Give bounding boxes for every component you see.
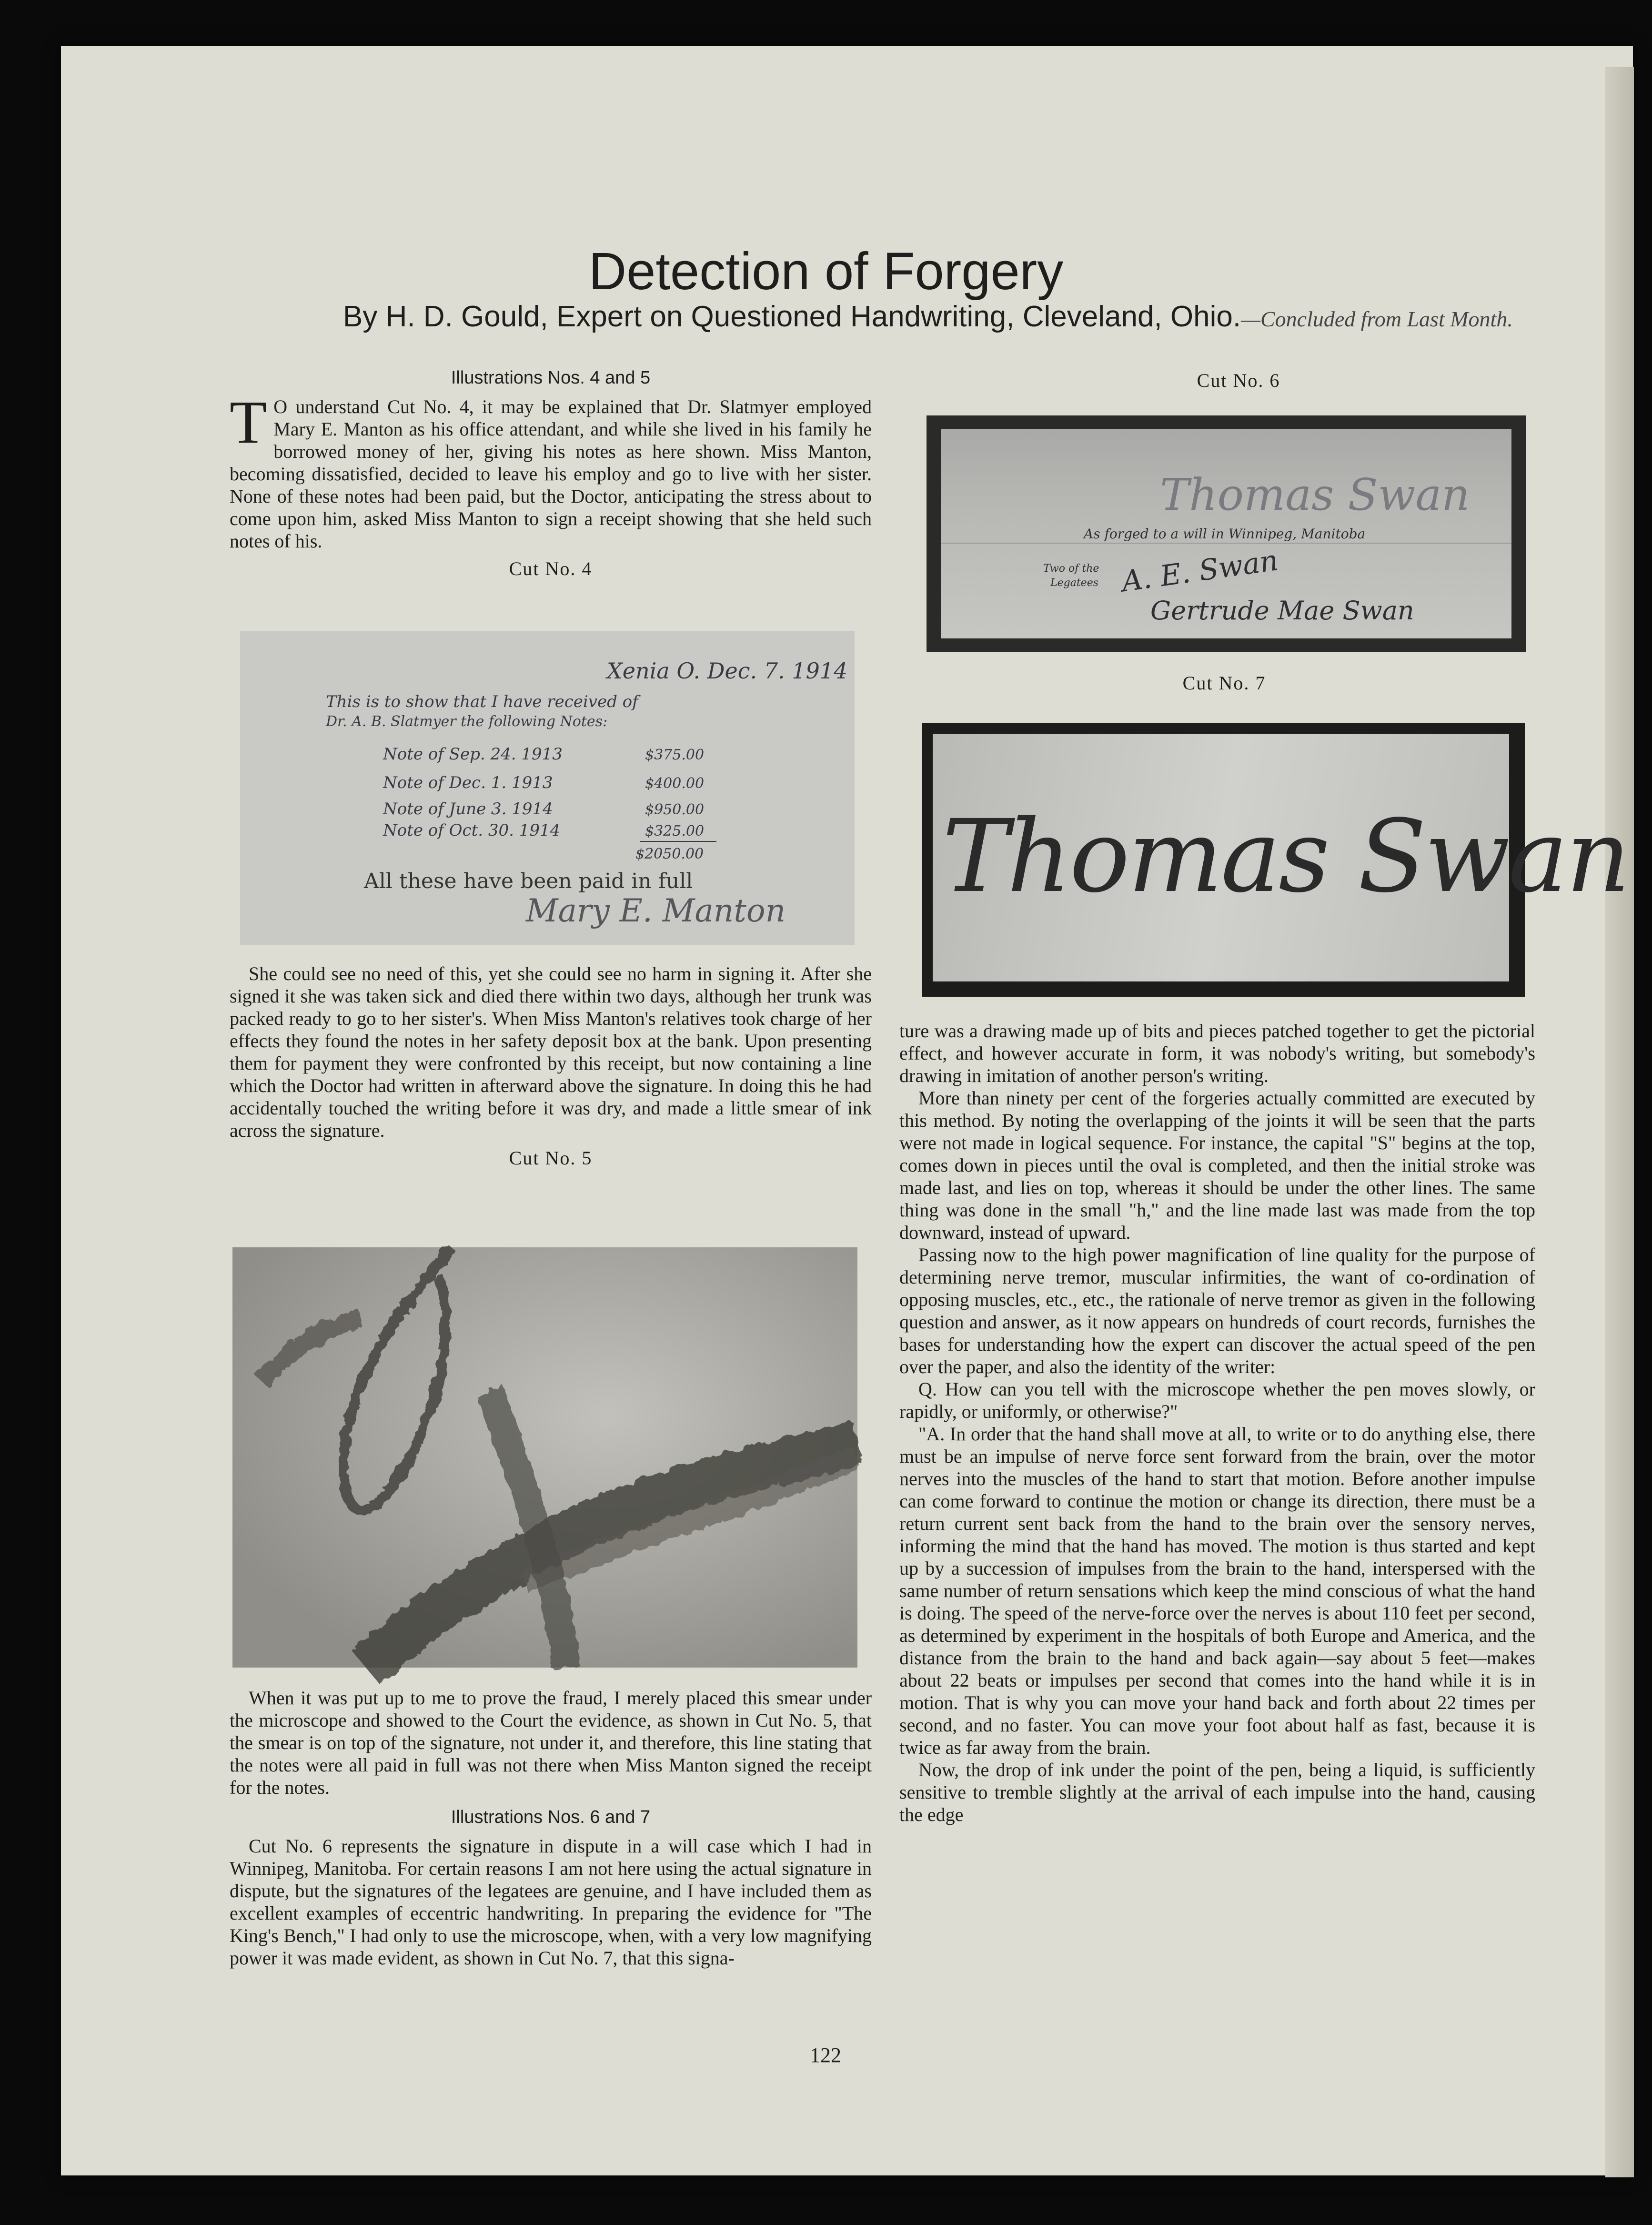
article-byline — [343, 298, 1513, 338]
receipt-note-1: Note of Sep. 24. 1913 — [383, 745, 563, 764]
cut6-signature-image — [927, 415, 1526, 652]
receipt-line-2: Dr. A. B. Slatmyer the following Notes: — [326, 713, 608, 730]
cut6-forged-note: As forged to a will in Winnipeg, Manitoba — [1084, 526, 1366, 542]
cut6-caption: Cut No. 6 — [1197, 370, 1280, 391]
cut6-legatee-2: Gertrude Mae Swan — [1150, 596, 1414, 626]
ink-smear-strokes — [261, 1247, 857, 1668]
heading-illustrations-6-7: Illustrations Nos. 6 and 7 — [451, 1807, 651, 1827]
byline-note: —Concluded from Last Month. — [1241, 307, 1513, 331]
receipt-line-1: This is to show that I have received of — [326, 692, 638, 711]
drop-cap: T — [230, 388, 267, 456]
right-para-5: "A. In order that the hand shall move at all, to write or to do anything else, there must be an impulse of nerve force sent forward from the brain, over the motor nerves into the muscles of the hand to start that motion. Before another impulse can come forward to continue the motion or change its direction, there must be a return current sent back from the hand to the brain over the sensory nerves, informing the mind that the hand has moved. The motion is thus started and kept up by a succession of impulses from the brain to the hand, interspersed with the same number of return sensations which keep the mind conscious of what the hand is doing. The speed of the nerve-force over the nerves is about 110 feet per second, as determined by experiment in the hospitals of both Europe and America, and the distance from the brain to the hand and back again—say about 5 feet—makes about 22 beats or impulses per second that comes into the hand while it is in motion. That is why you can move your hand back and forth about 22 times per second, and no faster. You can move your foot about half as fast, because it is twice as far away from the brain. — [899, 1423, 1535, 1758]
page-number: 122 — [810, 2043, 841, 2067]
article-title: Detection of Forgery — [588, 242, 1064, 301]
cut6-legatee-1: A. E. Swan — [1119, 544, 1280, 599]
receipt-note-2: Note of Dec. 1. 1913 — [383, 773, 553, 792]
page-edge — [1605, 67, 1634, 2177]
receipt-header: Xenia O. Dec. 7. 1914 — [607, 658, 848, 684]
left-para-1: O understand Cut No. 4, it may be explained that Dr. Slatmyer employed Mary E. Manton as his office attendant, and while she lived in his family he borrowed money of her, giving his notes as here shown. Miss Manton, becoming dissatisfied, decided to leave his employ and go to live with her sister. None of these notes had been paid, but the Doctor, anticipating the stress about to come upon him, asked Miss Manton to sign a receipt showing that she held such notes of his. — [230, 396, 872, 552]
left-para-2: She could see no need of this, yet she could see no harm in signing it. After she signed it she was taken sick and died there within two days, although her trunk was packed ready to go to her sister's. When Miss Manton's relatives took charge of her effects they found the notes in her safety deposit box at the bank. Upon presenting them for payment they were confronted by this receipt, but now containing a line which the Doctor had written in afterward above the signature. In doing this he had accidentally touched the writing before it was dry, and made a little smear of ink across the signature. — [230, 963, 872, 1141]
right-para-6: Now, the drop of ink under the point of the pen, being a liquid, is sufficiently sensitive to tremble slightly at the arrival of each impulse into the hand, causing the edge — [899, 1759, 1535, 1825]
right-para-3: Passing now to the high power magnification of line quality for the purpose of determining nerve tremor, muscular infirmities, the want of co-ordination of opposing muscles, etc., etc., the rationale of nerve tremor as given in the following question and answer, as it now appears on hundreds of court records, furnishes the bases for understanding how the expert can discover the actual speed of the pen over the paper, and also the identity of the writer: — [899, 1244, 1535, 1377]
receipt-added-line: All these have been paid in full — [364, 869, 693, 893]
receipt-total: $2050.00 — [635, 846, 704, 862]
receipt-note-4: Note of Oct. 30. 1914 — [383, 821, 561, 840]
right-para-2: More than ninety per cent of the forgeries actually committed are executed by this method. By noting the overlapping of the joints it will be seen that the parts were not made in logical sequence. For instance, the capital "S" begins at the top, comes down in pieces until the oval is completed, and then the initial stroke was made last, and lies on top, whereas it should be under the other lines. The same thing was done in the small "h," and the line made last was made from the top downward, instead of upward. — [899, 1087, 1535, 1243]
cut7-caption: Cut No. 7 — [1182, 672, 1266, 694]
cut6-legatees-label-1: Two of the — [1043, 563, 1099, 575]
receipt-amount-2: $400.00 — [645, 775, 705, 792]
cut4-receipt-image — [240, 631, 855, 945]
receipt-signature: Mary E. Manton — [526, 892, 786, 929]
left-column-top — [230, 359, 872, 586]
receipt-amount-3: $950.00 — [645, 801, 705, 818]
right-column-text — [899, 1020, 1535, 1826]
heading-illustrations-4-5: Illustrations Nos. 4 and 5 — [451, 368, 651, 388]
right-para-1: ture was a drawing made up of bits and pieces patched together to get the pictorial effect, and however accurate in form, it was nobody's writing, but somebody's drawing in imitation of another person's writing. — [899, 1020, 1535, 1086]
cut7-magnified-signature: Thomas Swan — [942, 798, 1629, 915]
cut4-caption: Cut No. 4 — [509, 558, 593, 579]
cut7-signature-image — [922, 723, 1629, 997]
byline-author: By H. D. Gould, Expert on Questioned Handwriting, Cleveland, Ohio. — [343, 300, 1241, 333]
left-para-3: When it was put up to me to prove the fraud, I merely placed this smear under the microscope and showed to the Court the evidence, as shown in Cut No. 5, that the smear is on top of the signature, not under it, and therefore, this line stating that the notes were all paid in full was not there when Miss Manton signed the receipt for the notes. — [230, 1687, 872, 1798]
left-para-4: Cut No. 6 represents the signature in dispute in a will case which I had in Winnipeg, Manitoba. For certain reasons I am not here using the actual signature in dispute, but the signatures of the legatees are genuine, and I have included them as excellent examples of eccentric handwriting. In preparing the evidence for "The King's Bench," I had only to use the microscope, when, with a very low magnifying power it was made evident, as shown in Cut No. 7, that this signa- — [230, 1835, 872, 1969]
cut6-main-signature: Thomas Swan — [1160, 469, 1470, 520]
receipt-note-3: Note of June 3. 1914 — [383, 799, 553, 819]
right-para-4: Q. How can you tell with the microscope whether the pen moves slowly, or rapidly, or uniformly, or otherwise?" — [899, 1378, 1535, 1422]
cut6-legatees-label-2: Legatees — [1050, 577, 1098, 589]
left-column-bottom — [230, 1687, 872, 1969]
receipt-amount-1: $375.00 — [645, 747, 705, 763]
cut5-microscope-image — [232, 1247, 857, 1668]
receipt-amount-4: $325.00 — [645, 823, 705, 839]
cut5-caption: Cut No. 5 — [509, 1147, 593, 1169]
left-column-middle — [230, 962, 872, 1175]
